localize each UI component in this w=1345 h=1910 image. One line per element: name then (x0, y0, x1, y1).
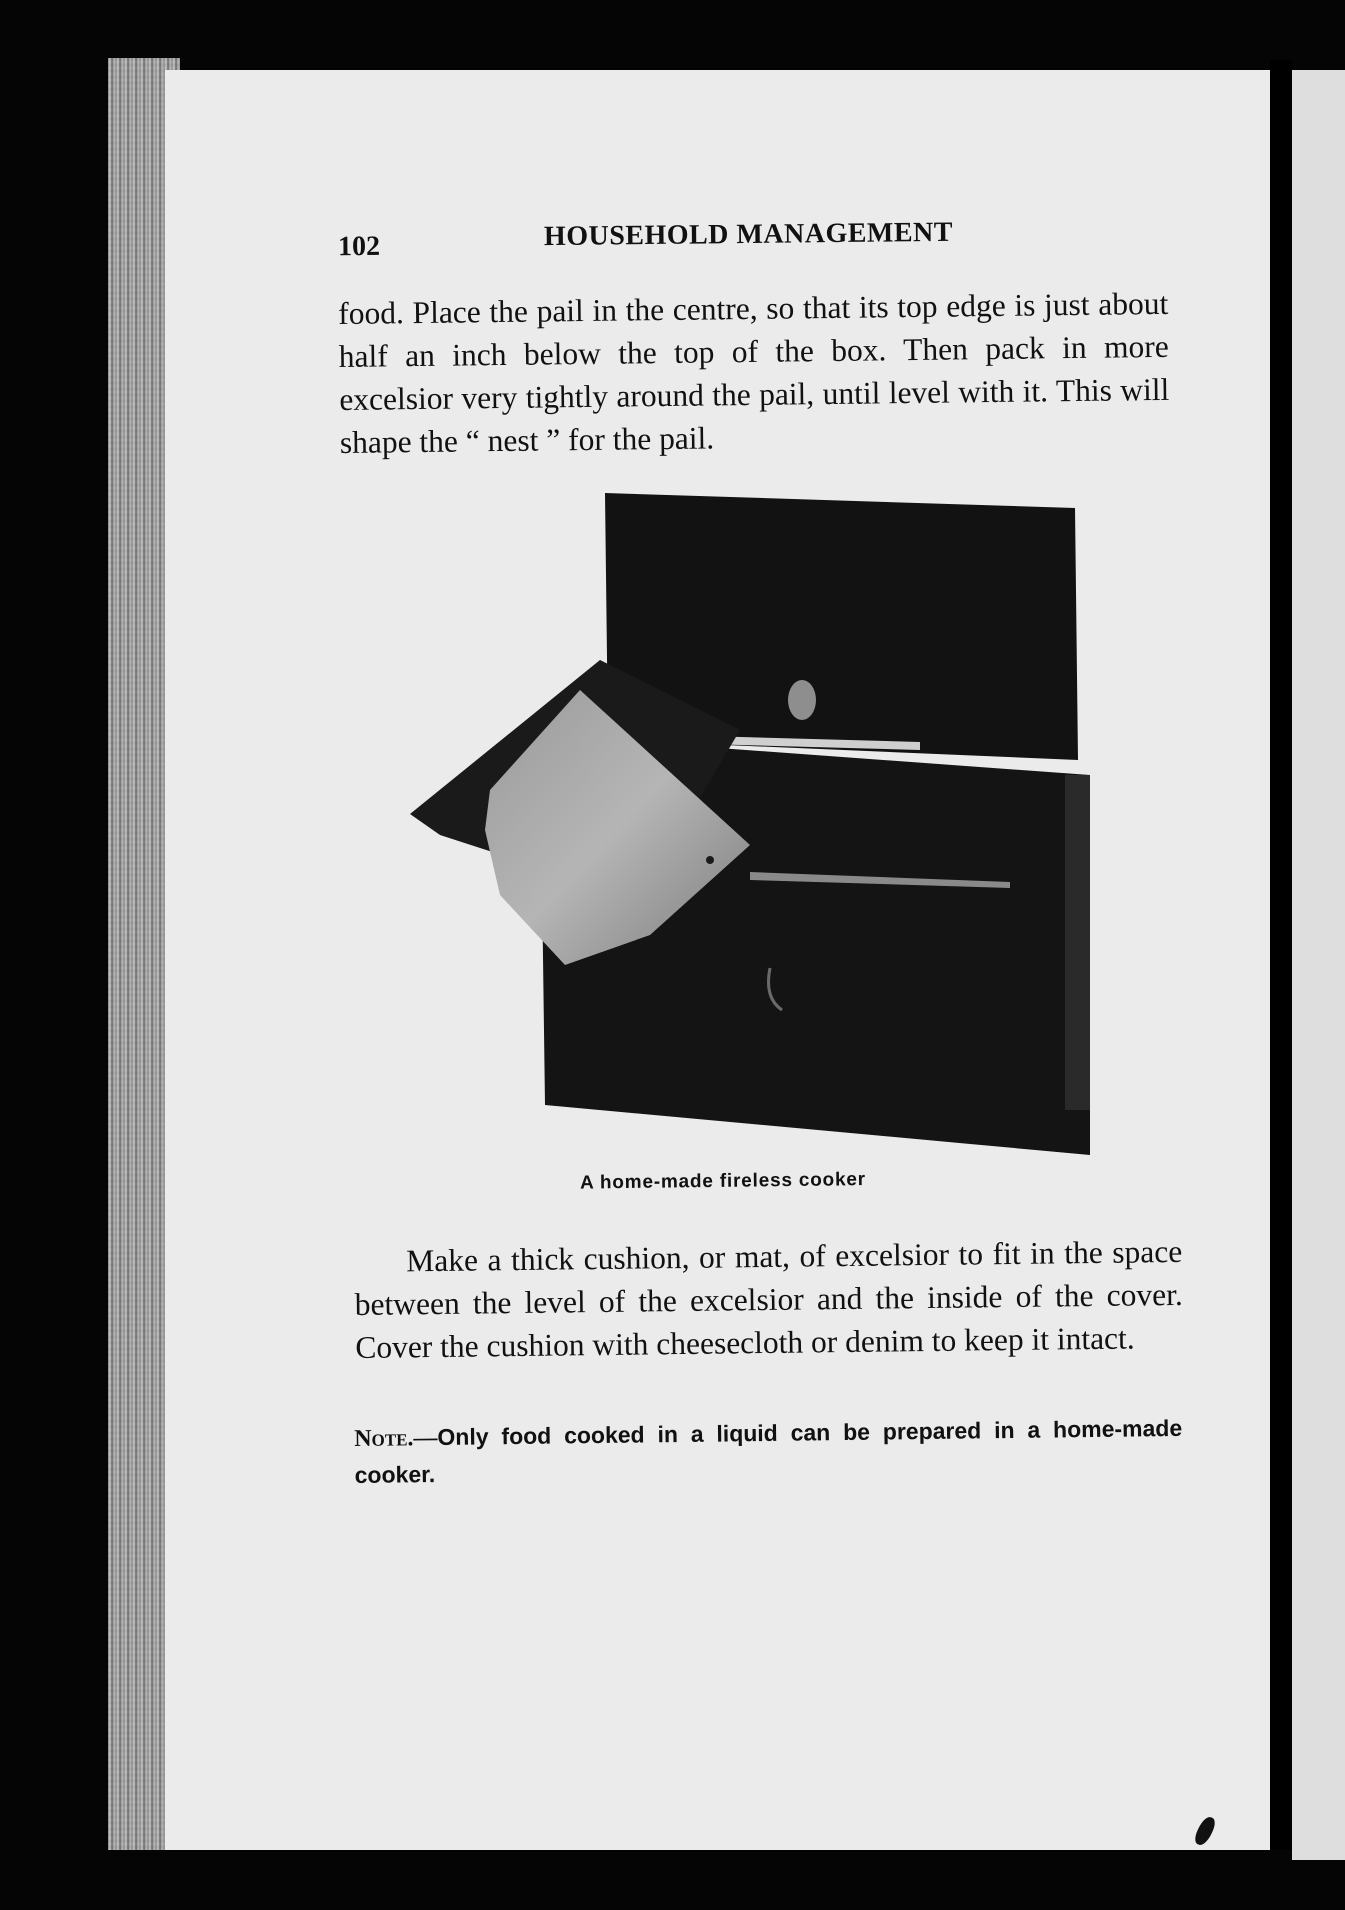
box-side (1065, 775, 1090, 1110)
running-head (338, 217, 958, 263)
paragraph-1: food. Place the pail in the centre, so that its top edge is just about half an inch below the top of the box. Then pack in more excelsior very tightly around the pail, until level with it. This will shape the “ nest ” for the pail. (338, 285, 1170, 460)
book-spine (1270, 60, 1292, 1850)
page-number: 102 (337, 230, 381, 263)
figure-caption: A home-made fireless cooker (579, 1169, 867, 1194)
running-title: HOUSEHOLD MANAGEMENT (543, 216, 954, 253)
paragraph-2: Make a thick cushion, or mat, of excelsior to fit in the space between the level of the excelsior and the inside of the cover. Cover the cushion with cheesecloth or denim to keep it intact. (354, 1233, 1183, 1365)
facing-page-edge (1292, 70, 1345, 1860)
fireless-cooker-illustration (410, 490, 1100, 1170)
note-text: Only food cooked in a liquid can be prepared in a home-made cooker. (354, 1414, 1183, 1488)
lid-latch (788, 680, 816, 720)
cushion-speck (706, 856, 714, 864)
fireless-cooker-photo (410, 490, 1100, 1170)
note-label: Note.— (354, 1424, 438, 1452)
note (354, 1410, 1183, 1493)
